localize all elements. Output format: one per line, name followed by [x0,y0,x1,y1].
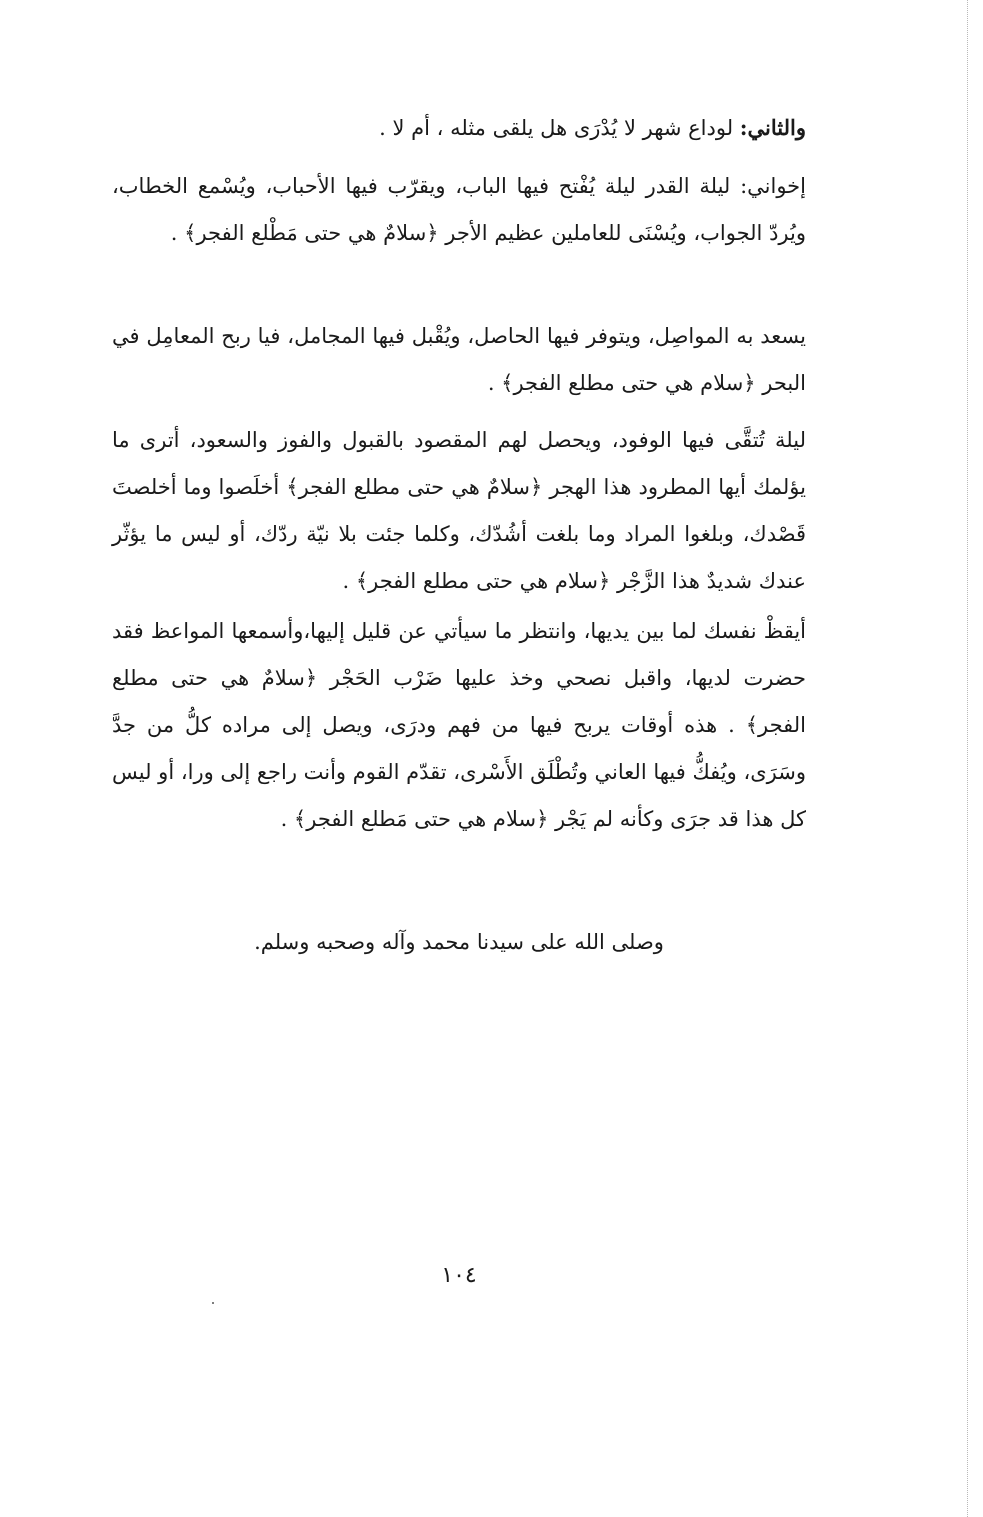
paragraph-4: ليلة تُتقَّى فيها الوفود، ويحصل لهم المقصود بالقبول والفوز والسعود، أترى ما يؤلمك أيها المطرود هذا الهجر ﴿سلامٌ هي حتى مطلع الفجر﴾ أخلَصوا وما أخلصتَ قَصْدك، وبلغوا المراد وما بلغت أشُدّك، وكلما جئت بلا نيّة ردّك، أو ليس ما يؤثّر عندك شديدٌ هذا الزَّجْر ﴿سلام هي حتى مطلع الفجر﴾ . [112,428,806,593]
paragraph-1-text: لوداع شهر لا يُدْرَى هل يلقى مثله ، أم لا . [379,116,740,140]
closing-blessing: وصلى الله على سيدنا محمد وآله وصحبه وسلم. [254,930,664,954]
paragraph-2: إخواني: ليلة القدر ليلة يُفْتح فيها الباب، ويقرّب فيها الأحباب، ويُسْمع الخطاب، ويُردّ الجواب، ويُسْنَى للعاملين عظيم الأجر ﴿سلامٌ هي حتى مَطْلع الفجر﴾ . [112,174,806,245]
paragraph-1 [112,104,806,152]
scan-edge-line [967,0,968,1517]
paragraph-3: يسعد به المواصِل، ويتوفر فيها الحاصل، ويُقْبل فيها المجامل، فيا ربح المعامِل في البحر ﴿سلام هي حتى مطلع الفجر﴾ . [112,324,806,395]
paragraph-5: أيقظْ نفسك لما بين يديها، وانتظر ما سيأتي عن قليل إليها،وأسمعها المواعظ فقد حضرت لديها، واقبل نصحي وخذ عليها ضَرْب الحَجْر ﴿سلامٌ هي حتى مطلع الفجر﴾ . هذه أوقات يربح فيها من فهم ودرَى، ويصل إلى مراده كلُّ من جدَّ وسَرَى، ويُفكُّ فيها العاني وتُطْلَق الأَسْرى، تقدّم القوم وأنت راجع إلى ورا، أو ليس كل هذا قد جرَى وكأنه لم يَجْر ﴿سلام هي حتى مَطلع الفجر﴾ . [112,619,806,831]
page-number: ١٠٤ [441,1263,477,1288]
paragraph-1-lead: والثاني: [739,115,806,140]
scan-speck [212,1302,214,1304]
